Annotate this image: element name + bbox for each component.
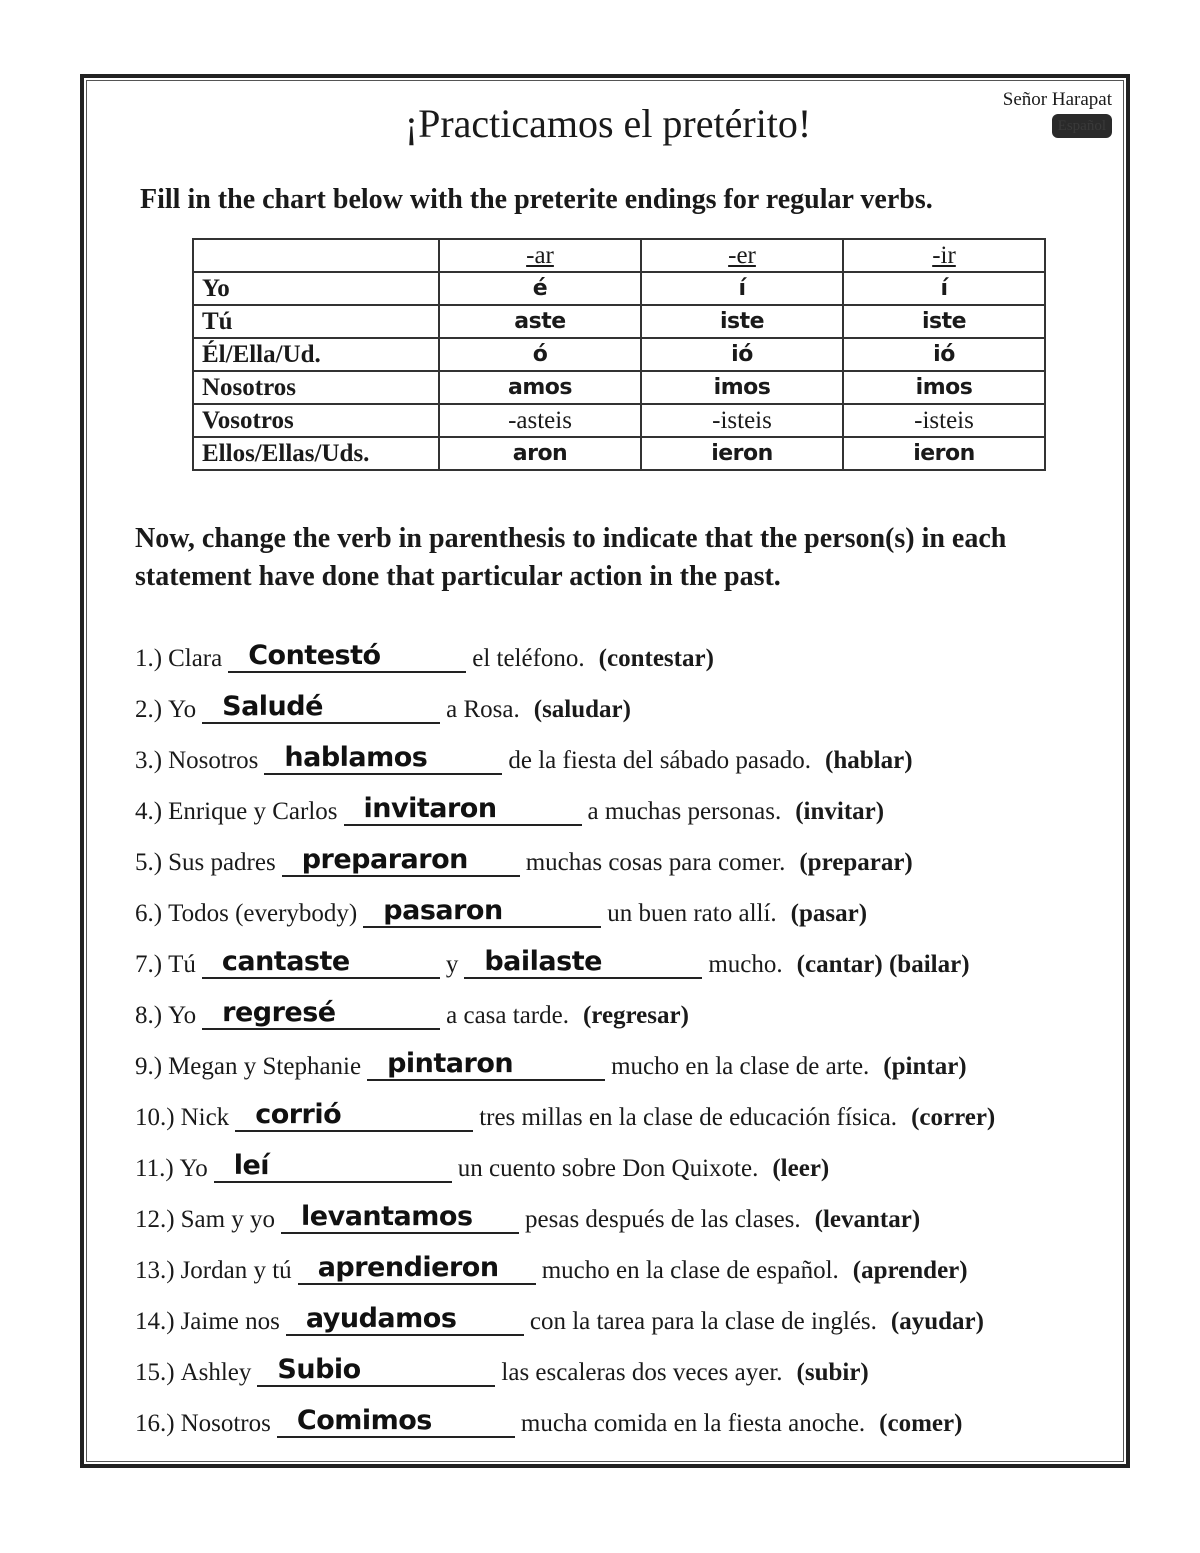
item-infinitive: (correr) [911, 1104, 996, 1131]
chart-ending-cell-er[interactable]: -isteis [641, 404, 843, 437]
answer-blank[interactable] [286, 1300, 524, 1336]
item-number: 2.) [135, 696, 163, 723]
chart-ending-cell-ar[interactable]: aron [439, 437, 641, 470]
item-number: 12.) [135, 1206, 175, 1233]
chart-ending-cell-ir[interactable]: í [843, 272, 1045, 305]
chart-ending-cell-ar[interactable]: -asteis [439, 404, 641, 437]
class-tag: Español [1052, 114, 1112, 138]
handwritten-answer: leí [233, 1150, 270, 1181]
item-number: 7.) [135, 951, 163, 978]
item-infinitive: (pasar) [790, 900, 868, 927]
exercise-item [135, 1285, 1095, 1336]
item-sentence-rest: mucho en la clase de arte. [611, 1053, 870, 1080]
chart-person-cell: Vosotros [193, 404, 439, 437]
handwritten-answer: Subio [277, 1354, 361, 1385]
item-sentence-rest: con la tarea para la clase de inglés. [529, 1308, 877, 1335]
handwritten-answer: levantamos [301, 1201, 473, 1232]
answer-blank[interactable] [202, 994, 440, 1030]
chart-ending-cell-ir[interactable]: iste [843, 305, 1045, 338]
exercise-instruction: Now, change the verb in parenthesis to indicate that the person(s) in each statement have done that particular action in the past. [135, 523, 1007, 592]
handwritten-answer: hablamos [284, 742, 428, 773]
chart-person-cell: Tú [193, 305, 439, 338]
item-infinitive: (comer) [879, 1410, 963, 1437]
item-number: 3.) [135, 747, 163, 774]
answer-blank[interactable] [344, 790, 582, 826]
exercise-item [135, 775, 1095, 826]
chart-person-cell: Nosotros [193, 371, 439, 404]
chart-row [193, 437, 1045, 470]
item-number: 8.) [135, 1002, 163, 1029]
exercise-item [135, 724, 1095, 775]
item-number: 13.) [135, 1257, 175, 1284]
page-title: ¡Practicamos el pretérito! [404, 101, 812, 146]
item-number: 15.) [135, 1359, 175, 1386]
item-sentence-rest: a muchas personas. [587, 798, 782, 825]
handwritten-answer: pintaron [387, 1048, 514, 1079]
column-header-er: -er [641, 239, 843, 272]
item-sentence-rest: un buen rato allí. [607, 900, 777, 927]
preterite-endings-chart [192, 238, 1046, 471]
answer-blank[interactable] [228, 637, 466, 673]
chart-ending-cell-er[interactable]: imos [641, 371, 843, 404]
handwritten-answer: cantaste [221, 946, 350, 977]
answer-blank[interactable] [202, 943, 440, 979]
item-sentence-rest: mucho. [708, 951, 783, 978]
answer-blank[interactable] [277, 1402, 515, 1438]
item-infinitive: (cantar) (bailar) [796, 951, 970, 978]
chart-instruction: Fill in the chart below with the preterite endings for regular verbs. [140, 184, 933, 215]
chart-ending-cell-er[interactable]: ieron [641, 437, 843, 470]
handwritten-answer: invitaron [363, 793, 497, 824]
item-number: 6.) [135, 900, 163, 927]
item-sentence-rest: de la fiesta del sábado pasado. [508, 747, 812, 774]
item-number: 16.) [135, 1410, 175, 1437]
item-sentence-rest: a casa tarde. [446, 1002, 569, 1029]
handwritten-answer: Comimos [296, 1405, 432, 1436]
item-subject: Tú [168, 951, 196, 978]
chart-ending-cell-er[interactable]: í [641, 272, 843, 305]
chart-row [193, 371, 1045, 404]
chart-ending-cell-ir[interactable]: ieron [843, 437, 1045, 470]
chart-ending-cell-er[interactable]: ió [641, 338, 843, 371]
item-infinitive: (aprender) [852, 1257, 968, 1284]
chart-ending-cell-ir[interactable]: imos [843, 371, 1045, 404]
handwritten-answer: bailaste [484, 946, 602, 977]
answer-blank[interactable] [281, 1198, 519, 1234]
item-infinitive: (levantar) [814, 1206, 921, 1233]
item-subject: Jaime nos [180, 1308, 280, 1335]
exercise-item [135, 1234, 1095, 1285]
answer-blank[interactable] [363, 892, 601, 928]
item-infinitive: (saludar) [533, 696, 631, 723]
answer-blank[interactable] [264, 739, 502, 775]
item-sentence-rest: a Rosa. [446, 696, 520, 723]
chart-row [193, 338, 1045, 371]
handwritten-answer: Saludé [222, 691, 323, 722]
handwritten-answer: ayudamos [305, 1303, 457, 1334]
exercise-list [135, 622, 1095, 1438]
teacher-name: Señor Harapat [1002, 89, 1112, 110]
item-sentence-rest: tres millas en la clase de educación física. [479, 1104, 898, 1131]
chart-ending-cell-er[interactable]: iste [641, 305, 843, 338]
item-number: 9.) [135, 1053, 163, 1080]
item-subject: Clara [168, 645, 223, 672]
item-infinitive: (pintar) [883, 1053, 967, 1080]
item-sentence-rest: el teléfono. [472, 645, 585, 672]
chart-ending-cell-ar[interactable]: aste [439, 305, 641, 338]
handwritten-answer: Contestó [248, 640, 381, 671]
exercise-item [135, 1030, 1095, 1081]
item-infinitive: (invitar) [795, 798, 885, 825]
item-sentence-rest: pesas después de las clases. [525, 1206, 801, 1233]
column-header-ir: -ir [843, 239, 1045, 272]
chart-ending-cell-ar[interactable]: ó [439, 338, 641, 371]
item-subject: Sam y yo [180, 1206, 276, 1233]
handwritten-answer: aprendieron [317, 1252, 499, 1283]
chart-person-cell: Yo [193, 272, 439, 305]
exercise-item [135, 1183, 1095, 1234]
item-infinitive: (hablar) [825, 747, 913, 774]
chart-person-cell: Ellos/Ellas/Uds. [193, 437, 439, 470]
item-infinitive: (regresar) [582, 1002, 689, 1029]
answer-blank[interactable] [464, 943, 702, 979]
exercise-item [135, 1081, 1095, 1132]
item-subject: Nosotros [168, 747, 259, 774]
item-subject: Jordan y tú [180, 1257, 292, 1284]
item-infinitive: (contestar) [598, 645, 714, 672]
chart-ending-cell-ir[interactable]: ió [843, 338, 1045, 371]
item-number: 10.) [135, 1104, 175, 1131]
chart-header-row [193, 239, 1045, 272]
item-sentence-rest: las escaleras dos veces ayer. [501, 1359, 783, 1386]
chart-ending-cell-ar[interactable]: é [439, 272, 641, 305]
item-number: 11.) [135, 1155, 174, 1182]
item-sentence-rest: un cuento sobre Don Quixote. [457, 1155, 759, 1182]
exercise-item [135, 622, 1095, 673]
answer-blank[interactable] [367, 1045, 605, 1081]
exercise-item [135, 1132, 1095, 1183]
item-sentence-rest: muchas cosas para comer. [525, 849, 786, 876]
handwritten-answer: pasaron [383, 895, 503, 926]
item-subject: Yo [168, 1002, 197, 1029]
item-subject: Sus padres [168, 849, 276, 876]
item-subject: Yo [168, 696, 197, 723]
exercise-item [135, 826, 1095, 877]
exercise-item [135, 928, 1095, 979]
item-sentence-rest: mucha comida en la fiesta anoche. [520, 1410, 866, 1437]
item-infinitive: (preparar) [799, 849, 913, 876]
exercise-item [135, 1387, 1095, 1438]
item-subject: Todos (everybody) [168, 900, 358, 927]
answer-blank[interactable] [214, 1147, 452, 1183]
item-subject: Megan y Stephanie [168, 1053, 362, 1080]
item-number: 4.) [135, 798, 163, 825]
column-header-ar: -ar [439, 239, 641, 272]
answer-blank[interactable] [257, 1351, 495, 1387]
item-subject: Nosotros [180, 1410, 271, 1437]
item-infinitive: (leer) [772, 1155, 830, 1182]
handwritten-answer: corrió [255, 1099, 342, 1130]
chart-ending-cell-ar[interactable]: amos [439, 371, 641, 404]
handwritten-answer: regresé [222, 997, 336, 1028]
item-infinitive: (ayudar) [890, 1308, 984, 1335]
item-number: 14.) [135, 1308, 175, 1335]
answer-blank[interactable] [235, 1096, 473, 1132]
handwritten-answer: prepararon [301, 844, 468, 875]
chart-person-cell: Él/Ella/Ud. [193, 338, 439, 371]
answer-blank[interactable] [202, 688, 440, 724]
item-connector: y [445, 951, 459, 978]
exercise-item [135, 979, 1095, 1030]
item-number: 5.) [135, 849, 163, 876]
chart-row [193, 305, 1045, 338]
chart-corner-cell [193, 239, 439, 272]
chart-row [193, 404, 1045, 437]
chart-ending-cell-ir[interactable]: -isteis [843, 404, 1045, 437]
item-sentence-rest: mucho en la clase de español. [541, 1257, 839, 1284]
item-subject: Ashley [180, 1359, 252, 1386]
exercise-item [135, 877, 1095, 928]
item-subject: Nick [180, 1104, 230, 1131]
item-infinitive: (subir) [796, 1359, 869, 1386]
answer-blank[interactable] [282, 841, 520, 877]
exercise-item [135, 1336, 1095, 1387]
chart-row [193, 272, 1045, 305]
answer-blank[interactable] [298, 1249, 536, 1285]
item-subject: Enrique y Carlos [168, 798, 338, 825]
item-subject: Yo [179, 1155, 208, 1182]
exercise-item [135, 673, 1095, 724]
item-number: 1.) [135, 645, 163, 672]
